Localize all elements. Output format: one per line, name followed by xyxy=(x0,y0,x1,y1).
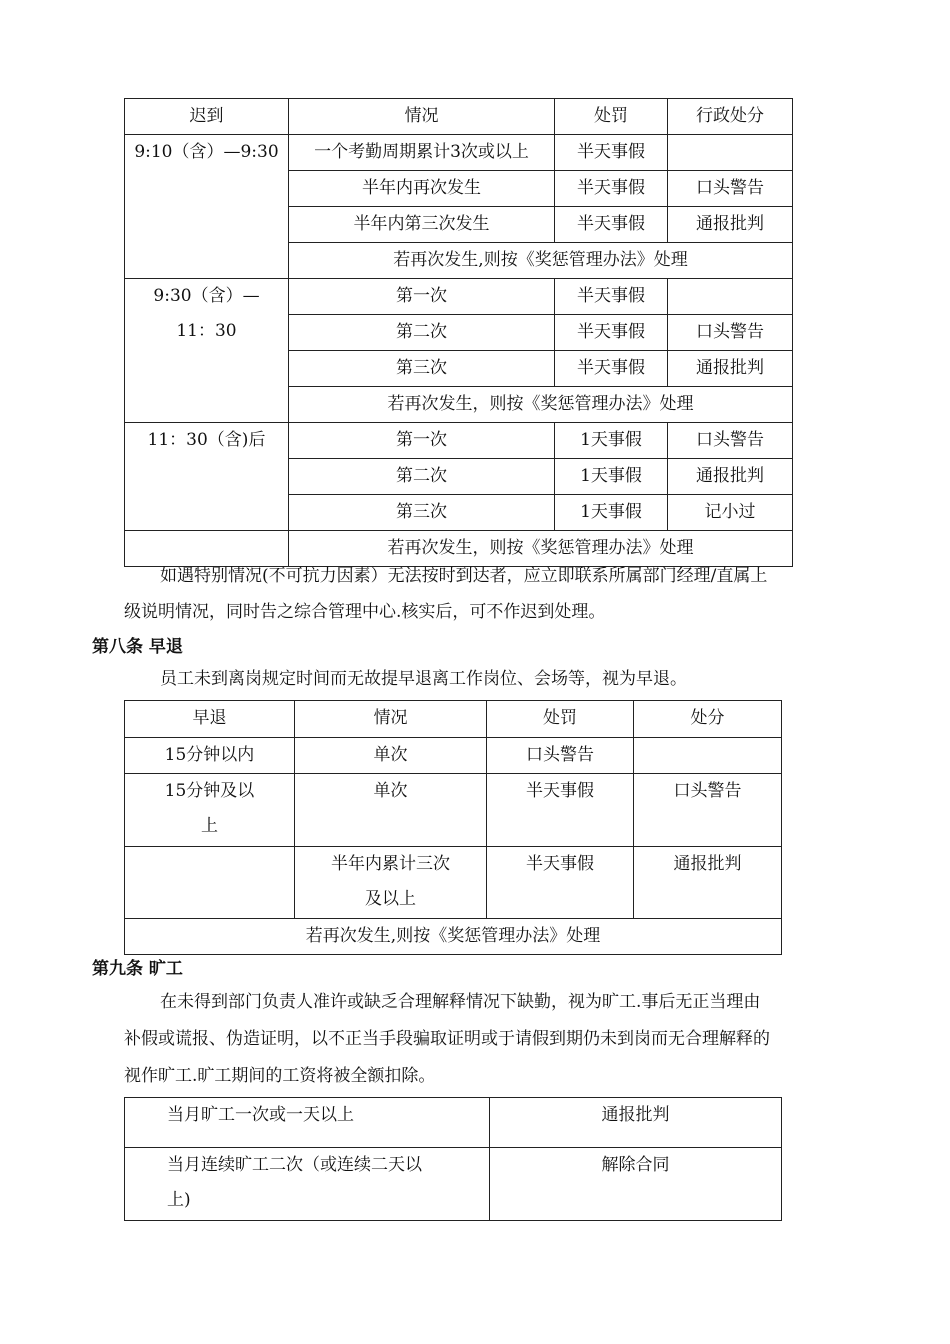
condition-line2: 上) xyxy=(167,1190,191,1210)
penalty-cell: 1天事假 xyxy=(555,423,668,459)
header-late: 迟到 xyxy=(125,99,289,135)
situation-cell: 第二次 xyxy=(289,315,555,351)
situation-cell: 第一次 xyxy=(289,279,555,315)
early-time-line1: 15分钟及以 xyxy=(164,781,255,801)
situation-cell: 半年内第三次发生 xyxy=(289,207,555,243)
admin-cell: 记小过 xyxy=(668,495,793,531)
penalty-cell: 半天事假 xyxy=(487,847,634,919)
article9-text-line2: 补假或谎报、伪造证明，以不正当手段骗取证明或于请假到期仍未到岗而无合理解释的 xyxy=(124,1029,770,1049)
article8-heading: 第八条 早退 xyxy=(92,637,183,657)
penalty-cell: 半天事假 xyxy=(487,774,634,847)
header-penalty: 处罚 xyxy=(555,99,668,135)
situation-cell: 第三次 xyxy=(289,351,555,387)
header-situation: 情况 xyxy=(295,701,487,738)
early-time-line2: 上 xyxy=(201,816,218,836)
late-time-cell xyxy=(125,279,289,423)
condition-line1: 当月连续旷工二次（或连续二天以 xyxy=(167,1155,422,1175)
situation-cell: 单次 xyxy=(295,774,487,847)
situation-cell: 一个考勤周期累计3次或以上 xyxy=(289,135,555,171)
early-time-cell: 15分钟以内 xyxy=(125,738,295,774)
situation-cell: 第三次 xyxy=(289,495,555,531)
admin-cell xyxy=(668,279,793,315)
article9-text-line3: 视作旷工.旷工期间的工资将被全额扣除。 xyxy=(124,1066,436,1086)
late-time-cell: 9:10（含）—9:30 xyxy=(125,135,289,279)
note-cell: 若再次发生,则按《奖惩管理办法》处理 xyxy=(125,919,782,955)
header-penalty: 处罚 xyxy=(487,701,634,738)
late-note-line1: 如遇特别情况(不可抗力因素）无法按时到达者，应立即联系所属部门经理/直属上 xyxy=(160,566,768,586)
empty-cell xyxy=(125,847,295,919)
penalty-cell: 半天事假 xyxy=(555,207,668,243)
penalty-cell: 半天事假 xyxy=(555,171,668,207)
admin-cell xyxy=(634,738,782,774)
article8-text: 员工未到离岗规定时间而无故提早退离工作岗位、会场等，视为早退。 xyxy=(160,669,687,689)
situation-cell: 半年内再次发生 xyxy=(289,171,555,207)
admin-cell: 通报批判 xyxy=(668,459,793,495)
admin-cell: 口头警告 xyxy=(634,774,782,847)
penalty-cell: 半天事假 xyxy=(555,279,668,315)
penalty-cell: 1天事假 xyxy=(555,459,668,495)
article9-text-line1: 在未得到部门负责人准许或缺乏合理解释情况下缺勤，视为旷工.事后无正当理由 xyxy=(160,992,761,1012)
admin-cell: 口头警告 xyxy=(668,315,793,351)
late-note-line2: 级说明情况，同时告之综合管理中心.核实后，可不作迟到处理。 xyxy=(124,602,606,622)
penalty-cell: 口头警告 xyxy=(487,738,634,774)
penalty-cell: 半天事假 xyxy=(555,135,668,171)
header-admin: 行政处分 xyxy=(668,99,793,135)
situation-line2: 及以上 xyxy=(365,889,416,909)
situation-cell: 单次 xyxy=(295,738,487,774)
admin-cell: 口头警告 xyxy=(668,171,793,207)
header-situation: 情况 xyxy=(289,99,555,135)
late-time-cell: 11：30（含)后 xyxy=(125,423,289,531)
result-cell: 解除合同 xyxy=(490,1148,782,1221)
admin-cell: 通报批判 xyxy=(668,207,793,243)
admin-cell: 通报批判 xyxy=(634,847,782,919)
condition-cell xyxy=(125,1148,490,1221)
late-table xyxy=(124,98,793,567)
situation-cell: 第二次 xyxy=(289,459,555,495)
admin-cell: 口头警告 xyxy=(668,423,793,459)
penalty-cell: 1天事假 xyxy=(555,495,668,531)
condition-cell: 当月旷工一次或一天以上 xyxy=(125,1098,490,1148)
admin-cell: 通报批判 xyxy=(668,351,793,387)
note-cell: 若再次发生，则按《奖惩管理办法》处理 xyxy=(289,531,793,567)
early-leave-table xyxy=(124,700,782,955)
early-time-cell xyxy=(125,774,295,847)
situation-cell: 第一次 xyxy=(289,423,555,459)
header-early: 早退 xyxy=(125,701,295,738)
note-cell: 若再次发生,则按《奖惩管理办法》处理 xyxy=(289,243,793,279)
result-cell: 通报批判 xyxy=(490,1098,782,1148)
article9-heading: 第九条 旷工 xyxy=(92,959,183,979)
penalty-cell: 半天事假 xyxy=(555,315,668,351)
header-admin: 处分 xyxy=(634,701,782,738)
note-cell: 若再次发生，则按《奖惩管理办法》处理 xyxy=(289,387,793,423)
penalty-cell: 半天事假 xyxy=(555,351,668,387)
situation-line1: 半年内累计三次 xyxy=(331,854,450,874)
late-time-line1: 9:30（含）— xyxy=(153,286,260,306)
absence-table xyxy=(124,1097,782,1221)
admin-cell xyxy=(668,135,793,171)
situation-cell xyxy=(295,847,487,919)
late-time-line2: 11：30 xyxy=(176,321,237,341)
